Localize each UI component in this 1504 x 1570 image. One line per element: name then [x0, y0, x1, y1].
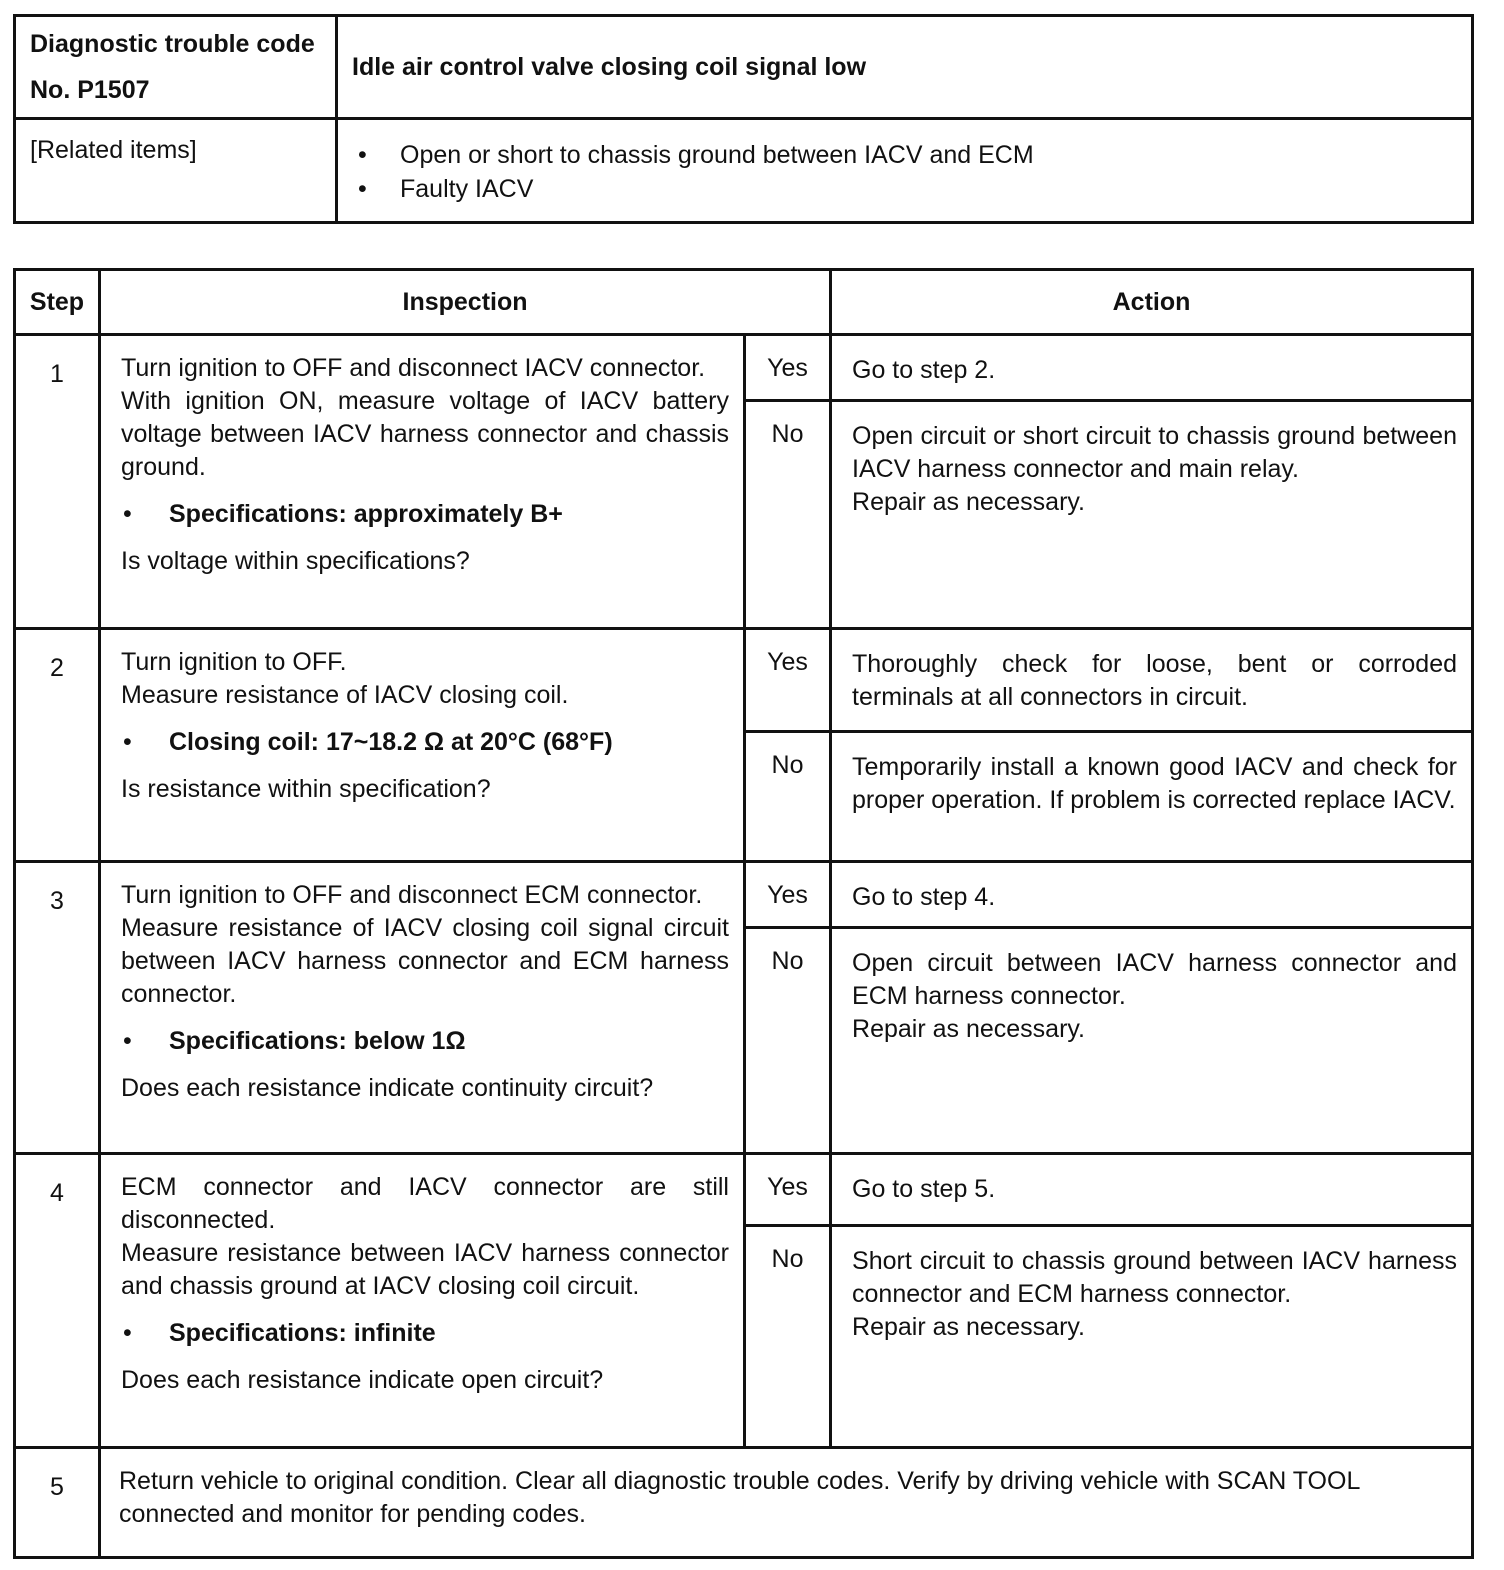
inspection-text: Measure resistance between IACV harness connector and chassis ground at IACV closing coil circuit. — [121, 1239, 729, 1300]
yes-action — [831, 1154, 1473, 1226]
diagnostic-steps-table — [13, 268, 1474, 1559]
inspection-text: ECM connector and IACV connector are still disconnected. — [121, 1173, 729, 1234]
yes-label: Yes — [745, 862, 831, 928]
step-number: 3 — [15, 862, 100, 1154]
inspection-text: Measure resistance of IACV closing coil signal circuit between IACV harness connector and ECM harness connector. — [121, 914, 729, 1008]
header-inspection: Inspection — [100, 270, 831, 335]
no-action — [831, 732, 1473, 862]
inspection-text: Turn ignition to OFF and disconnect IACV connector. — [121, 354, 706, 382]
yes-action — [831, 335, 1473, 401]
no-label: No — [745, 732, 831, 862]
table-row — [15, 629, 1473, 732]
dtc-label-line1: Diagnostic trouble code — [30, 30, 315, 58]
inspection-question: Does each resistance indicate open circuit? — [121, 1366, 604, 1394]
table-row — [15, 1154, 1473, 1226]
no-action — [831, 401, 1473, 629]
dtc-label-cell — [15, 16, 337, 119]
step-inspection — [100, 862, 745, 1154]
no-action — [831, 928, 1473, 1154]
dtc-header-table — [13, 14, 1474, 224]
table-header-row — [15, 270, 1473, 335]
dtc-code: No. P1507 — [30, 76, 150, 104]
dtc-title: Idle air control valve closing coil signal low — [337, 16, 1473, 119]
yes-label: Yes — [745, 1154, 831, 1226]
specification: • Closing coil: 17~18.2 Ω at 20°C (68°F) — [121, 726, 729, 759]
action-text: Go to step 4. — [852, 883, 996, 911]
action-text: Repair as necessary. — [852, 1015, 1085, 1043]
step-number: 1 — [15, 335, 100, 629]
action-text: Temporarily install a known good IACV and check for proper operation. If problem is corrected replace IACV. — [852, 753, 1457, 814]
inspection-text: Turn ignition to OFF. — [121, 648, 347, 676]
no-label: No — [745, 1226, 831, 1448]
dtc-code-row — [15, 16, 1473, 119]
no-action — [831, 1226, 1473, 1448]
related-label: [Related items] — [15, 119, 337, 223]
action-text: Open circuit or short circuit to chassis ground between IACV harness connector and main relay. — [852, 422, 1457, 483]
table-row — [15, 1448, 1473, 1558]
inspection-question: Is resistance within specification? — [121, 775, 491, 803]
step-number: 4 — [15, 1154, 100, 1448]
step-number: 5 — [15, 1448, 100, 1558]
specification: • Specifications: infinite — [121, 1317, 729, 1350]
yes-action — [831, 629, 1473, 732]
related-items-cell — [337, 119, 1473, 223]
yes-label: Yes — [745, 629, 831, 732]
action-text: Go to step 5. — [852, 1175, 996, 1203]
table-row — [15, 335, 1473, 401]
inspection-question: Is voltage within specifications? — [121, 547, 470, 575]
step-inspection — [100, 1154, 745, 1448]
action-text: Open circuit between IACV harness connector and ECM harness connector. — [852, 949, 1457, 1010]
header-action: Action — [831, 270, 1473, 335]
yes-action — [831, 862, 1473, 928]
related-items-list — [352, 124, 1457, 212]
specification: • Specifications: approximately B+ — [121, 498, 729, 531]
specification: • Specifications: below 1Ω — [121, 1025, 729, 1058]
action-text: Repair as necessary. — [852, 1313, 1085, 1341]
inspection-question: Does each resistance indicate continuity circuit? — [121, 1074, 654, 1102]
yes-label: Yes — [745, 335, 831, 401]
step-inspection — [100, 335, 745, 629]
no-label: No — [745, 401, 831, 629]
action-text: Short circuit to chassis ground between IACV harness connector and ECM harness connector. — [852, 1247, 1457, 1308]
related-item: • Open or short to chassis ground between IACV and ECM — [352, 138, 1457, 172]
step-number: 2 — [15, 629, 100, 862]
header-step: Step — [15, 270, 100, 335]
inspection-text: Measure resistance of IACV closing coil. — [121, 681, 569, 709]
action-text: Go to step 2. — [852, 356, 996, 384]
action-text: Repair as necessary. — [852, 488, 1085, 516]
step5-instruction: Return vehicle to original condition. Clear all diagnostic trouble codes. Verify by driving vehicle with SCAN TOOL connected and monitor for pending codes. — [100, 1448, 1473, 1558]
step-inspection — [100, 629, 745, 862]
inspection-text: Turn ignition to OFF and disconnect ECM connector. — [121, 881, 703, 909]
related-item: • Faulty IACV — [352, 172, 1457, 206]
no-label: No — [745, 928, 831, 1154]
related-items-row — [15, 119, 1473, 223]
table-row — [15, 862, 1473, 928]
action-text: Thoroughly check for loose, bent or corroded terminals at all connectors in circuit. — [852, 650, 1457, 711]
inspection-text: With ignition ON, measure voltage of IACV battery voltage between IACV harness connector and chassis ground. — [121, 387, 729, 481]
